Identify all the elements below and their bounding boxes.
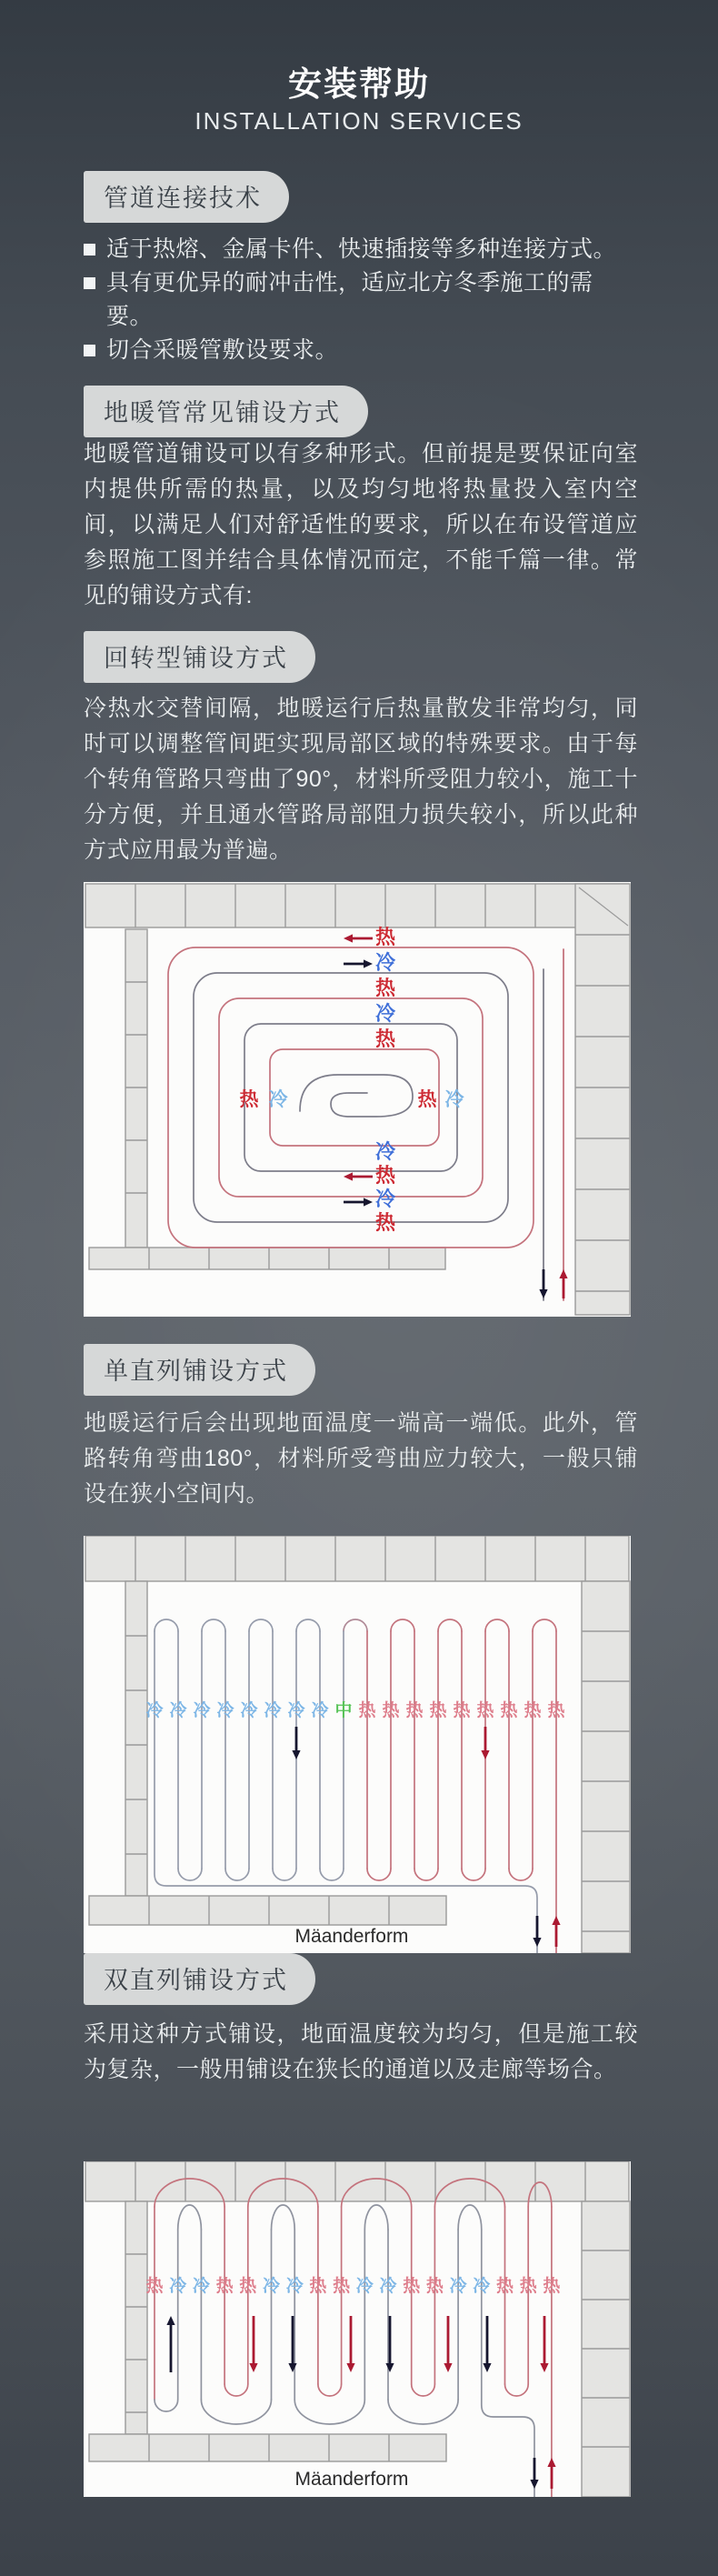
- bullet-list: [84, 233, 638, 367]
- svg-text:冷: 冷: [287, 1701, 305, 1720]
- svg-text:冷: 冷: [311, 1701, 329, 1720]
- svg-text:冷: 冷: [374, 1002, 396, 1025]
- caption: [295, 2469, 409, 2490]
- bullet-item: [84, 334, 638, 367]
- svg-text:热: 热: [309, 2277, 327, 2296]
- heading-pill: 单直列铺设方式: [84, 1344, 315, 1396]
- svg-text:热: 热: [333, 2277, 351, 2296]
- svg-text:冷: 冷: [374, 951, 396, 974]
- svg-text:热: 热: [374, 1164, 396, 1187]
- svg-text:热: 热: [495, 2277, 514, 2296]
- diagram-floor: [84, 1536, 631, 1953]
- paragraph-double-row: 采用这种方式铺设，地面温度较为均匀，但是施工较为复杂，一般用铺设在狭长的通道以及走廊等场合。: [84, 2021, 638, 2082]
- paragraph-single-row: 地暖运行后会出现地面温度一端高一端低。此外，管路转角弯曲180°，材料所受弯曲应力较大，一般只铺设在狭小空间内。: [84, 1410, 638, 1507]
- double-serpentine-svg: [84, 2161, 631, 2497]
- section-heading-single-row: [84, 1344, 638, 1396]
- svg-text:热: 热: [417, 1089, 437, 1110]
- bullet-square-icon: [84, 277, 95, 289]
- svg-text:热: 热: [425, 2277, 444, 2296]
- svg-text:热: 热: [382, 1701, 400, 1720]
- svg-text:热: 热: [374, 1211, 396, 1234]
- svg-text:热: 热: [239, 2277, 257, 2296]
- diagram-double-serpentine: [84, 2161, 631, 2497]
- svg-text:热: 热: [543, 2277, 561, 2296]
- svg-text:冷: 冷: [379, 2277, 397, 2296]
- svg-text:冷: 冷: [374, 1140, 396, 1163]
- svg-text:热: 热: [429, 1701, 447, 1720]
- bullet-text: 适于热熔、金属卡件、快速插接等多种连接方式。: [106, 236, 617, 262]
- diagram-single-serpentine: [84, 1536, 631, 1953]
- svg-text:热: 热: [358, 1701, 376, 1720]
- svg-text:Mäanderform: Mäanderform: [294, 2469, 409, 2490]
- section-heading-spiral: [84, 631, 638, 683]
- caption: [295, 1926, 409, 1947]
- spiral-diagram-svg: [84, 882, 631, 1317]
- diagram-spiral-layout: [84, 882, 631, 1317]
- svg-text:冷: 冷: [444, 1089, 464, 1110]
- svg-text:冷: 冷: [145, 1701, 164, 1720]
- section-heading-common-laying: [84, 386, 638, 437]
- svg-text:冷: 冷: [216, 1701, 234, 1720]
- svg-text:冷: 冷: [169, 1701, 187, 1720]
- svg-text:热: 热: [524, 1701, 542, 1720]
- svg-text:冷: 冷: [449, 2277, 467, 2296]
- svg-text:冷: 冷: [374, 1188, 396, 1210]
- svg-text:Mäanderform: Mäanderform: [294, 1926, 409, 1947]
- svg-text:冷: 冷: [262, 2277, 281, 2296]
- page-title: 安装帮助: [288, 65, 430, 103]
- bullet-text: 切合采暖管敷设要求。: [106, 337, 339, 363]
- svg-text:热: 热: [405, 1701, 424, 1720]
- section-heading-double-row: [84, 1953, 638, 2005]
- svg-text:冷: 冷: [285, 2277, 304, 2296]
- svg-text:冷: 冷: [193, 1701, 211, 1720]
- svg-text:冷: 冷: [264, 1701, 282, 1720]
- bullet-square-icon: [84, 345, 95, 356]
- heading-pill: 管道连接技术: [84, 171, 289, 223]
- svg-text:中: 中: [334, 1701, 353, 1720]
- svg-text:热: 热: [215, 2277, 234, 2296]
- svg-text:热: 热: [519, 2277, 537, 2296]
- section-heading-pipe-connection: [84, 171, 638, 223]
- svg-text:热: 热: [476, 1701, 494, 1720]
- bullet-item: [84, 266, 638, 334]
- svg-text:冷: 冷: [192, 2277, 210, 2296]
- bullet-item: [84, 233, 638, 266]
- heading-pill: 双直列铺设方式: [84, 1953, 315, 2005]
- bullet-text: 具有更优异的耐冲击性，适应北方冬季施工的需要。: [106, 270, 593, 329]
- svg-text:热: 热: [403, 2277, 421, 2296]
- svg-text:热: 热: [453, 1701, 471, 1720]
- single-serpentine-svg: [84, 1536, 631, 1953]
- svg-text:冷: 冷: [169, 2277, 187, 2296]
- paragraph-spiral: 冷热水交替间隔，地暖运行后热量散发非常均匀，同时可以调整管间距实现局部区域的特殊要求。由于每个转角管路只弯曲了90°，材料所受阻力较小，施工十分方便，并且通水管路局部阻力损失较小，所以此种方式应用最为普遍。: [84, 696, 638, 863]
- svg-text:热: 热: [374, 926, 396, 948]
- svg-text:热: 热: [374, 1027, 396, 1050]
- heading-pill: 地暖管常见铺设方式: [84, 386, 368, 437]
- svg-text:热: 热: [547, 1701, 565, 1720]
- svg-text:热: 热: [500, 1701, 518, 1720]
- svg-text:冷: 冷: [240, 1701, 258, 1720]
- svg-text:冷: 冷: [355, 2277, 374, 2296]
- svg-text:冷: 冷: [268, 1089, 288, 1110]
- svg-text:热: 热: [374, 977, 396, 999]
- svg-text:热: 热: [145, 2277, 164, 2296]
- paragraph-common-laying: 地暖管道铺设可以有多种形式。但前提是要保证向室内提供所需的热量，以及均匀地将热量投入室内空间，以满足人们对舒适性的要求，所以在布设管道应参照施工图并结合具体情况而定，不能千篇一律。常见的铺设方式有:: [84, 441, 638, 608]
- svg-text:冷: 冷: [473, 2277, 491, 2296]
- bullet-square-icon: [84, 244, 95, 256]
- svg-text:热: 热: [239, 1089, 259, 1110]
- page-subtitle: INSTALLATION SERVICES: [194, 107, 524, 135]
- heading-pill: 回转型铺设方式: [84, 631, 315, 683]
